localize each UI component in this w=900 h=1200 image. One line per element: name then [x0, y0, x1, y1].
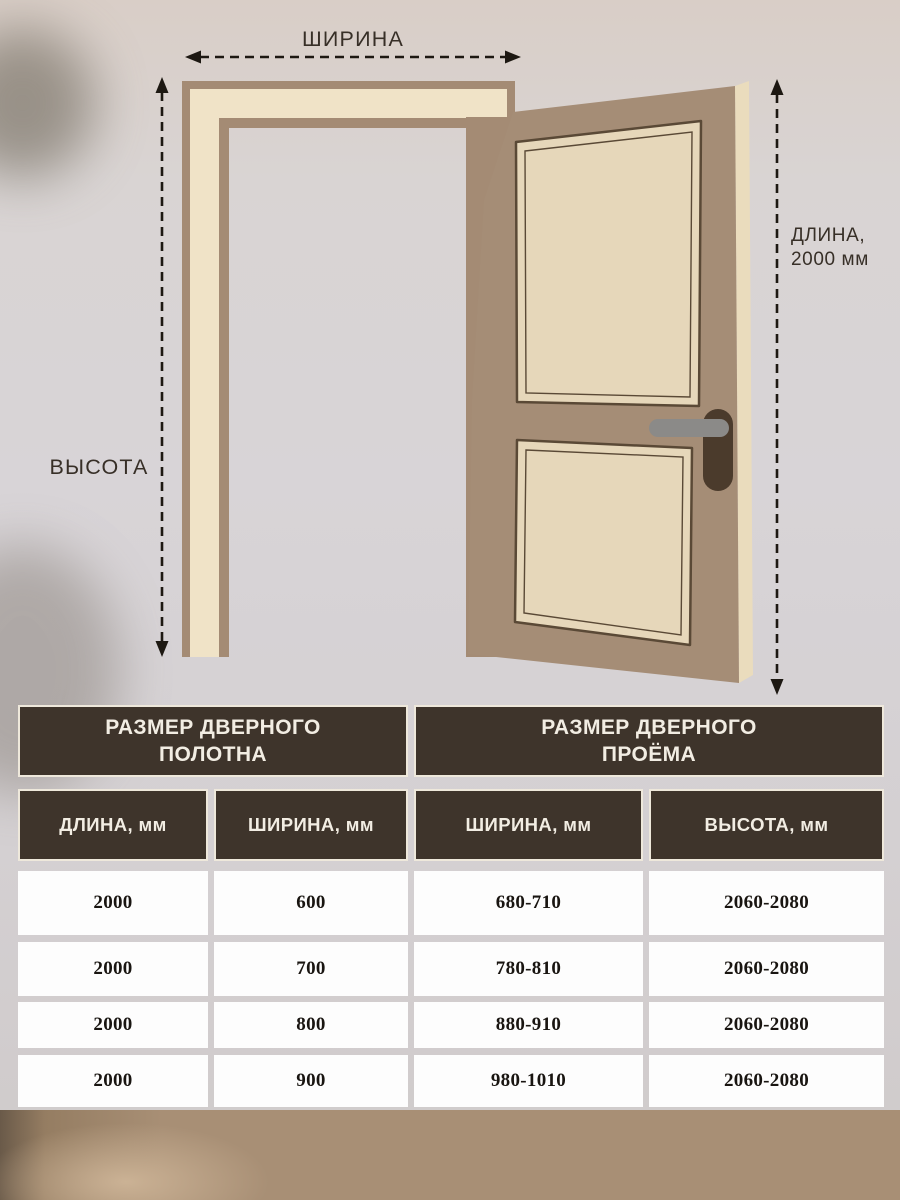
col-header-leaf-width: ШИРИНА, мм	[214, 789, 408, 861]
table-cell: 2000	[18, 942, 208, 996]
table-cell: 2060-2080	[649, 871, 884, 935]
door-top-panel	[516, 121, 701, 406]
group-header-door-opening	[414, 705, 884, 777]
height-label: ВЫСОТА	[49, 455, 149, 479]
table-cell: 900	[214, 1055, 408, 1107]
group-header-door-opening-line1: РАЗМЕР ДВЕРНОГО	[541, 715, 757, 739]
door-handle-lever-icon	[649, 419, 729, 437]
length-dimension-arrow-icon	[771, 79, 784, 695]
table-cell: 880-910	[414, 1002, 643, 1048]
table-cell: 2000	[18, 1055, 208, 1107]
table-cell: 680-710	[414, 871, 643, 935]
group-header-door-leaf	[18, 705, 408, 777]
col-header-leaf-length: ДЛИНА, мм	[18, 789, 208, 861]
table-cell: 2060-2080	[649, 942, 884, 996]
door-size-table	[18, 705, 884, 1107]
group-header-door-leaf-line1: РАЗМЕР ДВЕРНОГО	[105, 715, 321, 739]
group-header-door-opening-line2: ПРОЁМА	[601, 743, 697, 766]
table-cell: 2060-2080	[649, 1002, 884, 1048]
door-frame	[187, 86, 511, 658]
table-cell: 600	[214, 871, 408, 935]
table-cell: 800	[214, 1002, 408, 1048]
width-label: ШИРИНА	[301, 27, 405, 51]
table-cell: 2000	[18, 871, 208, 935]
background-bottom-strip	[0, 1110, 900, 1200]
door-bottom-panel	[515, 440, 692, 645]
col-header-opening-height: ВЫСОТА, мм	[649, 789, 884, 861]
width-dimension-arrow-icon	[185, 51, 521, 64]
table-cell: 2000	[18, 1002, 208, 1048]
length-label-line2: 2000 мм	[791, 249, 869, 270]
table-cell: 2060-2080	[649, 1055, 884, 1107]
table-cell: 780-810	[414, 942, 643, 996]
height-dimension-arrow-icon	[156, 77, 169, 657]
open-door	[468, 81, 753, 683]
length-label-line1: ДЛИНА,	[791, 225, 866, 246]
table-cell: 980-1010	[414, 1055, 643, 1107]
col-header-opening-width: ШИРИНА, мм	[414, 789, 643, 861]
group-header-door-leaf-line2: ПОЛОТНА	[159, 743, 267, 766]
table-cell: 700	[214, 942, 408, 996]
